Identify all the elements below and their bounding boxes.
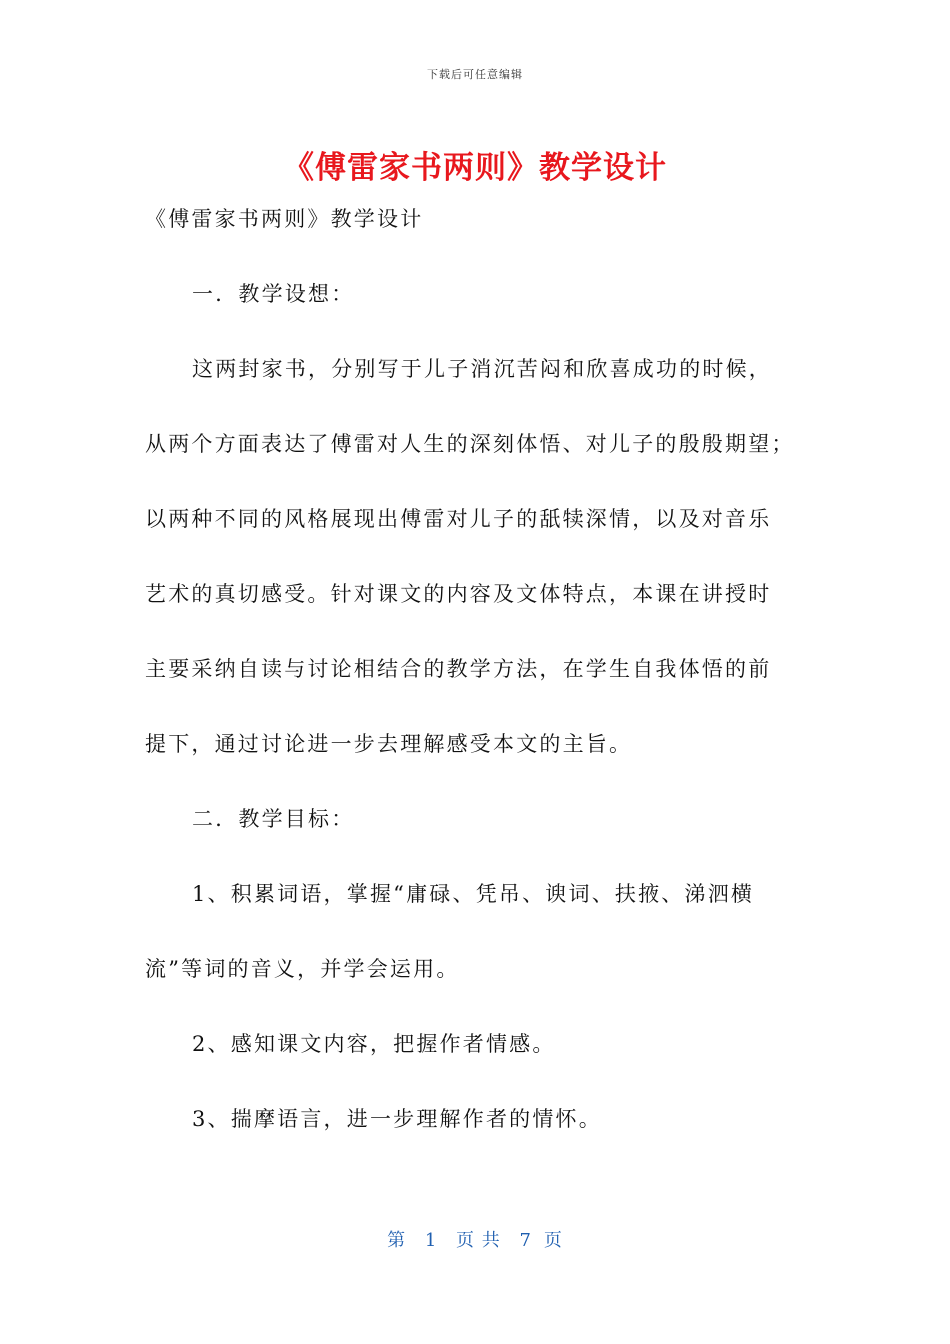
paragraph-line: 艺术的真切感受。针对课文的内容及文体特点，本课在讲授时 [145,582,772,606]
paragraph-line: 主要采纳自读与讨论相结合的教学方法，在学生自我体悟的前 [145,657,772,681]
goal-item-3: 3、揣摩语言，进一步理解作者的情怀。 [192,1107,602,1131]
goal-item-1-continued: 流”等词的音义，并学会运用。 [145,957,460,981]
paragraph-line: 提下，通过讨论进一步去理解感受本文的主旨。 [145,732,633,756]
header-note: 下载后可任意编辑 [427,68,523,81]
paragraph-line: 这两封家书，分别写于儿子消沉苦闷和欣喜成功的时候， [192,357,772,381]
page-prefix: 第 [387,1230,407,1251]
page-number: 1 [424,1230,438,1251]
paragraph-line: 从两个方面表达了傅雷对人生的深刻体悟、对儿子的殷殷期望； [145,432,795,456]
document-title: 《傅雷家书两则》教学设计 [283,150,667,186]
total-pages: 7 [519,1230,532,1251]
page-mid: 页 共 [456,1230,501,1251]
document-body [145,196,805,1171]
subtitle-line: 《傅雷家书两则》教学设计 [145,207,424,231]
page-footer [0,1226,950,1252]
paragraph-line: 以两种不同的风格展现出傅雷对儿子的舐犊深情，以及对音乐 [145,507,772,531]
goal-item-1: 1、积累词语，掌握“庸碌、凭吊、谀词、扶掖、涕泗横 [192,882,755,906]
goal-item-2: 2、感知课文内容，把握作者情感。 [192,1032,556,1056]
section-heading-teaching-idea: 一．教学设想： [192,282,355,306]
page-suffix: 页 [543,1230,563,1251]
section-heading-teaching-goals: 二．教学目标： [192,807,355,831]
